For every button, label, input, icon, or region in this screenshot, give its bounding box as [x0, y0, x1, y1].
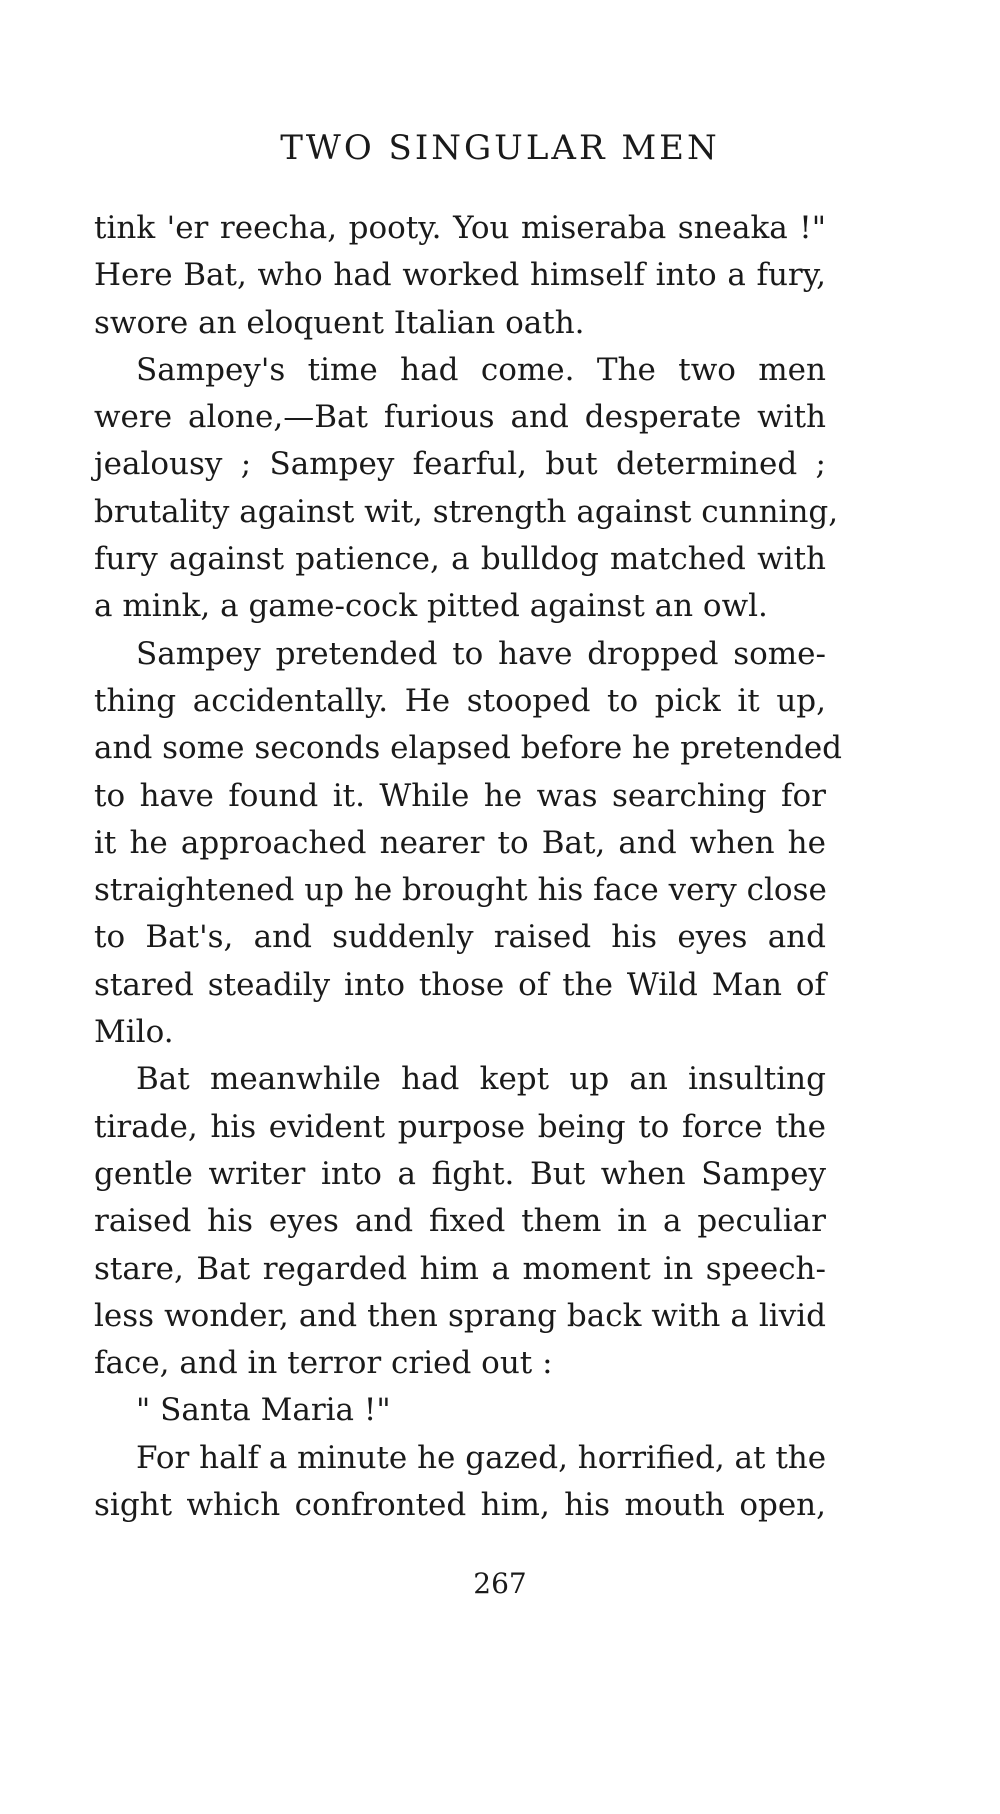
page-number: 267 [473, 1567, 527, 1600]
paragraph [94, 1387, 826, 1434]
paragraph [94, 1435, 826, 1530]
text-line: tirade, his evident purpose being to force the [94, 1108, 826, 1145]
running-head: TWO SINGULAR MEN [280, 128, 720, 168]
text-line: stare, Bat regarded him a moment in speech- [94, 1250, 826, 1287]
paragraph [94, 1056, 826, 1387]
text-line: brutality against wit, strength against cunning, [94, 493, 839, 530]
text-line: Milo. [94, 1014, 174, 1051]
text-line: it he approached nearer to Bat, and when he [94, 824, 826, 861]
body-text [94, 205, 843, 1529]
text-line: Here Bat, who had worked himself into a fury, [94, 257, 826, 294]
text-line: sight which confronted him, his mouth open, [94, 1487, 826, 1524]
text-line: stared steadily into those of the Wild Man of [94, 966, 826, 1003]
text-line: a mink, a game-cock pitted against an owl. [94, 588, 768, 625]
text-line: swore an eloquent Italian oath. [94, 304, 585, 341]
paragraph [94, 205, 826, 347]
text-line: Sampey's time had come. The two men [136, 351, 826, 388]
text-line: and some seconds elapsed before he pretended [94, 730, 843, 767]
text-line: Bat meanwhile had kept up an insulting [136, 1061, 826, 1098]
text-line: Sampey pretended to have dropped some- [136, 635, 826, 672]
text-line: thing accidentally. He stooped to pick it up, [94, 682, 826, 719]
text-line: " Santa Maria !" [136, 1392, 391, 1429]
text-line: tink 'er reecha, pooty. You miseraba sneaka !" [94, 210, 826, 246]
text-line: For half a minute he gazed, horrified, at the [136, 1439, 827, 1476]
paragraph [94, 631, 843, 1057]
text-line: fury against patience, a bulldog matched with [94, 541, 826, 578]
text-line: face, and in terror cried out : [94, 1345, 553, 1382]
text-line: gentle writer into a fight. But when Sampey [94, 1155, 826, 1192]
paragraph [94, 347, 839, 631]
text-line: less wonder, and then sprang back with a livid [94, 1297, 826, 1334]
text-line: raised his eyes and fixed them in a peculiar [94, 1203, 826, 1240]
text-line: were alone,—Bat furious and desperate with [94, 399, 826, 436]
text-line: straightened up he brought his face very close [94, 872, 827, 909]
text-line: jealousy ; Sampey fearful, but determined ; [94, 446, 826, 483]
text-line: to have found it. While he was searching for [94, 777, 826, 814]
text-line: to Bat's, and suddenly raised his eyes and [94, 919, 826, 956]
